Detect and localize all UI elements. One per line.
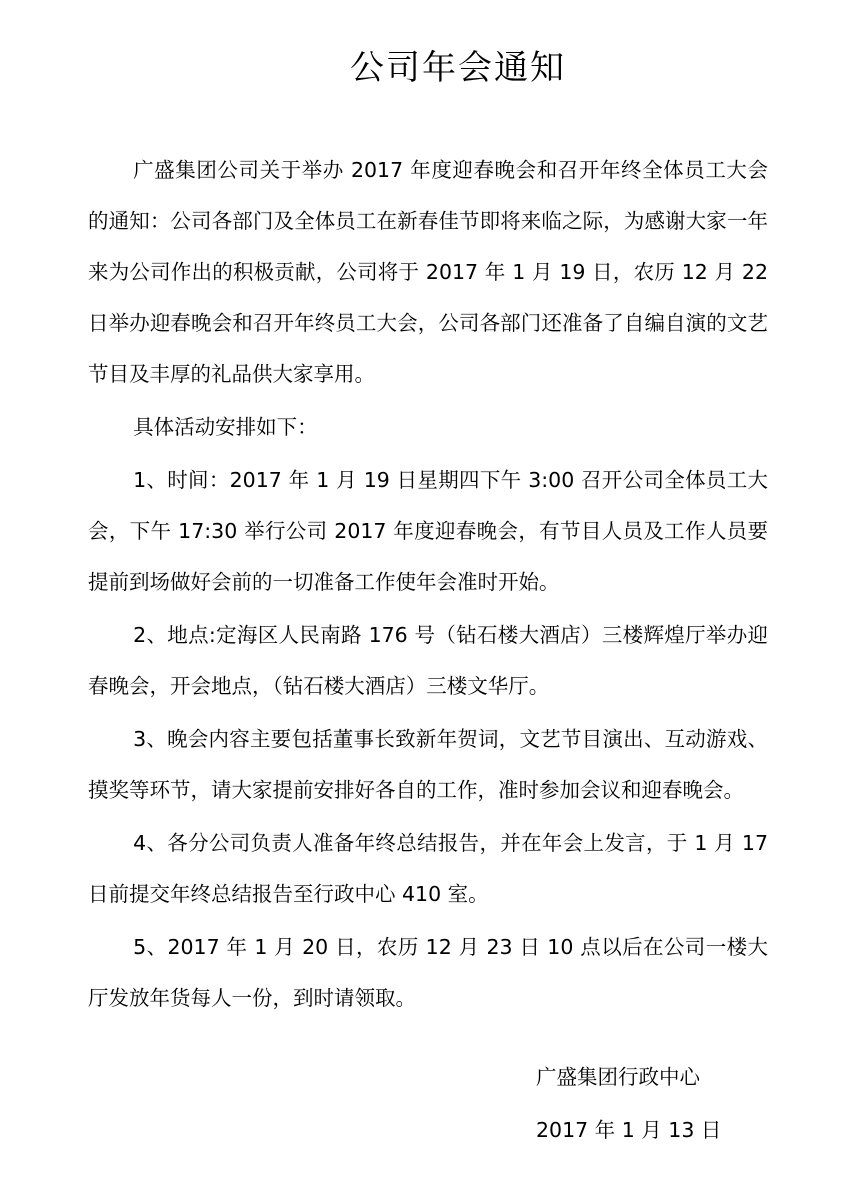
page-title: 公司年会通知: [350, 48, 566, 88]
schedule-heading: 具体活动安排如下：: [133, 415, 318, 439]
signature-date: 2017 年 1 月 13 日: [536, 1118, 722, 1142]
schedule-item-report: 4、各分公司负责人准备年终总结报告，并在年会上发言，于 1 月 17 日前提交年终总结报告至行政中心 410 室。: [88, 831, 768, 906]
intro-paragraph: 广盛集团公司关于举办 2017 年度迎春晚会和召开年终全体员工大会的通知：公司各部门及全体员工在新春佳节即将来临之际，为感谢大家一年来为公司作出的积极贡献，公司将于 2017 年 1 月 19 日，农历 12 月 22 日举办迎春晚会和召开年终员工大会，公司各部门还准备了自编自演的文艺节目及丰厚的礼品供大家享用。: [88, 158, 768, 386]
signature-block: [536, 1052, 721, 1158]
notice-body: [88, 145, 768, 1024]
schedule-item-time: 1、时间：2017 年 1 月 19 日星期四下午 3:00 召开公司全体员工大会，下午 17:30 举行公司 2017 年度迎春晚会，有节目人员及工作人员要提前到场做好会前的一切准备工作使年会准时开始。: [88, 468, 768, 594]
signature-organization: 广盛集团行政中心: [536, 1065, 700, 1089]
schedule-item-gifts: 5、2017 年 1 月 20 日，农历 12 月 23 日 10 点以后在公司一楼大厅发放年货每人一份，到时请领取。: [88, 935, 768, 1010]
schedule-item-content: 3、晚会内容主要包括董事长致新年贺词，文艺节目演出、互动游戏、摸奖等环节，请大家提前安排好各自的工作，准时参加会议和迎春晚会。: [88, 727, 768, 802]
schedule-item-location: 2、地点:定海区人民南路 176 号（钻石楼大酒店）三楼辉煌厅举办迎春晚会，开会地点，（钻石楼大酒店）三楼文华厅。: [88, 623, 768, 698]
